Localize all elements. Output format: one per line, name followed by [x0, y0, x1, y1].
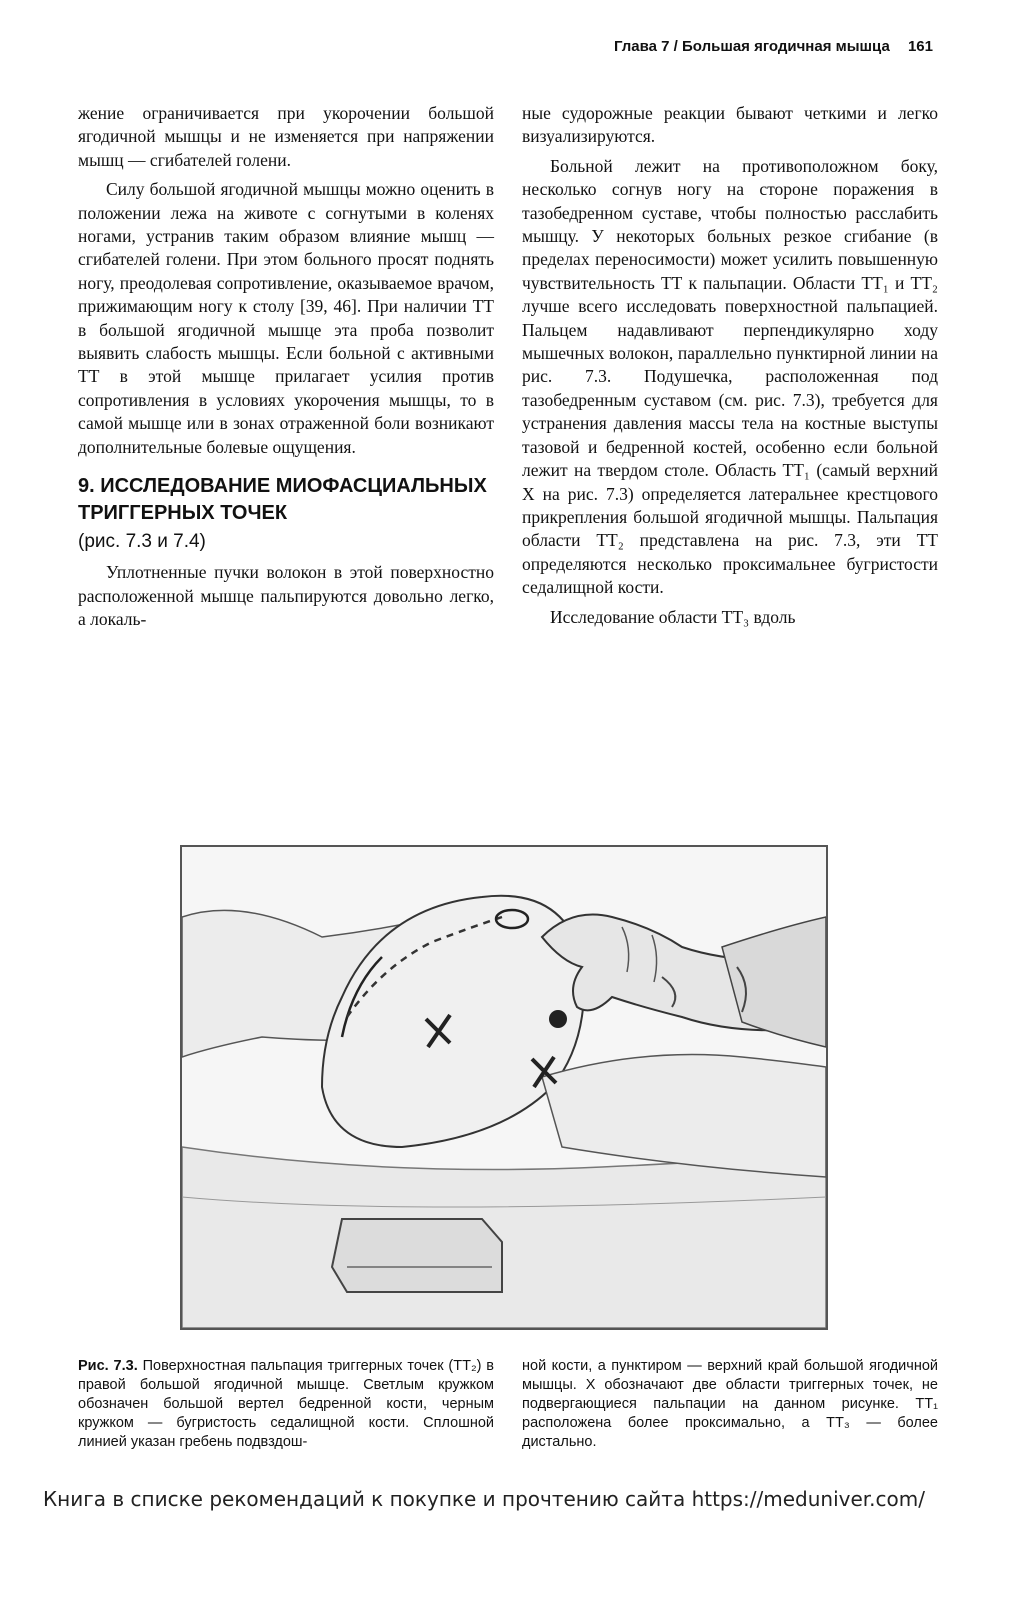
right-paragraph-2: Больной лежит на противоположном боку, несколько согнув ногу на стороне поражения в тазобедренном суставе, чтобы полностью расслабить мышцу. У некоторых больных резкое сгибание (в пределах переносимости) может усилить повышенную чувствительность ТТ к пальпации. Области ТТ₁ и ТТ₂ лучше всего исследовать поверхностной пальпацией. Пальцем надавливают перпендикулярно ходу мышечных волокон, параллельно пунктирной линии на рис. 7.3. Подушечка, расположенная под тазобедренным суставом (см. рис. 7.3), требуется для устранения давления массы тела на костные выступы тазовой и бедренной костей, особенно если больной лежит на твердом столе. Область ТТ₁ (самый верхний X на рис. 7.3) определяется латеральнее крестцового прикрепления большой ягодичной мышцы. Пальпация области ТТ₂ представлена на рис. 7.3, эти ТТ определяются несколько проксимальнее бугристости седалищной кости.: [522, 155, 938, 598]
figure-illustration: [180, 845, 828, 1330]
caption-left-text: Поверхностная пальпация триггерных точек (ТТ₂) в правой большой ягодичной мышце. Светлым кружком обозначен большой вертел бедренной кости, черным кружком — бугристость седалищной кости. Сплошной линией указан гребень подвздош-: [78, 1358, 494, 1450]
caption-right-text: ной кости, а пунктиром — верхний край большой ягодичной мышцы. X обозначают две области триггерных точек, не подвергающиеся пальпации на данном рисунке. ТТ₁ расположена более проксимально, а ТТ₃ — более дистально.: [522, 1358, 938, 1450]
figure-caption-right: [522, 1357, 938, 1452]
left-paragraph-2: Силу большой ягодичной мышцы можно оценить в положении лежа на животе с согнутыми в коленях ногами, устранив таким образом влияние мышц — сгибателей голени. При этом больного просят поднять ногу, преодолевая сопротивление, оказываемое врачом, прижимающим ногу к столу [39, 46]. При наличии ТТ в большой ягодичной мышце эта проба позволит выявить слабость мышцы. Если больной с активными ТТ в этой мышце прилагает усилия против сопротивления в условиях укорочения мышцы, то в самой мышце или в зонах отраженной боли возникают дополнительные болевые ощущения.: [78, 179, 494, 457]
right-column: [522, 102, 938, 629]
footer-text: Книга в списке рекомендаций к покупке и прочтению сайта https://meduniver.com/: [42, 1487, 925, 1511]
right-paragraph-1: ные судорожные реакции бывают четкими и легко визуализируются.: [522, 103, 938, 147]
left-column: [78, 102, 494, 631]
palpation-drawing: [182, 847, 826, 1328]
page-number: 161: [907, 38, 933, 55]
caption-label: Рис. 7.3.: [78, 1358, 138, 1374]
figure-reference: (рис. 7.3 и 7.4): [78, 531, 206, 553]
right-paragraph-3: Исследование области ТТ₃ вдоль: [550, 606, 796, 627]
site-footer: [0, 1484, 925, 1514]
figure-caption-left: [78, 1357, 494, 1452]
running-title: Глава 7 / Большая ягодичная мышца: [614, 38, 890, 55]
left-paragraph-1: жение ограничивается при укорочении большой ягодичной мышцы и не изменяется при напряжении мышц — сгибателей голени.: [78, 103, 494, 170]
running-head: [614, 38, 933, 55]
left-paragraph-3: Уплотненные пучки волокон в этой поверхностно расположенной мышце пальпируются довольно легко, а локаль-: [78, 562, 494, 629]
section-heading: 9. ИССЛЕДОВАНИЕ МИОФАСЦИАЛЬНЫХ ТРИГГЕРНЫХ ТОЧЕК: [78, 475, 487, 525]
